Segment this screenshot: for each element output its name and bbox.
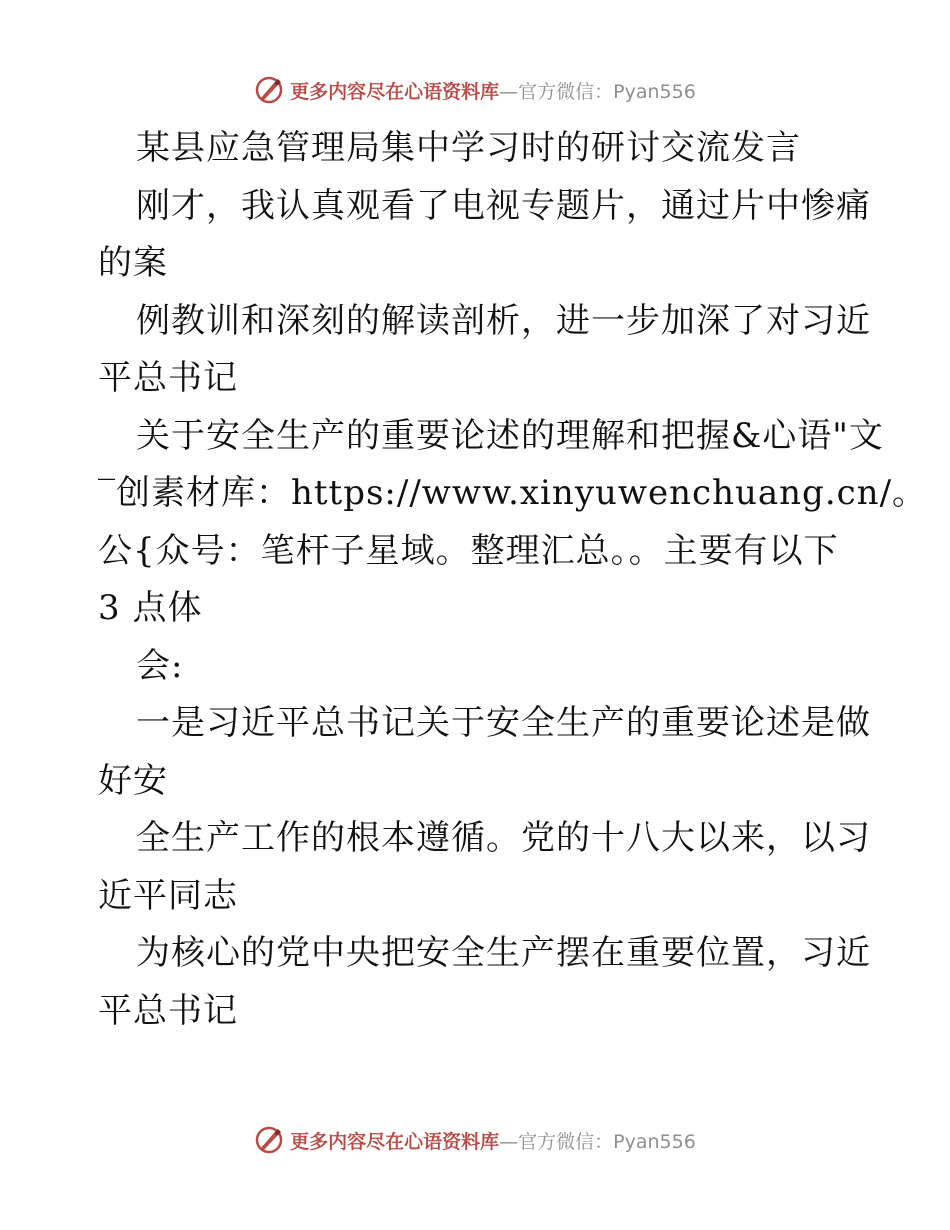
watermark-wechat-text: 官方微信：Pyan556 (518, 80, 696, 103)
body-line: 平总书记 (98, 990, 238, 1031)
pen-logo-icon (254, 1125, 284, 1155)
watermark-main-text: 更多内容尽在心语资料库 (290, 80, 500, 103)
body-line: 某县应急管理局集中学习时的研讨交流发言 (136, 128, 801, 168)
body-line: 3 点体 (98, 588, 203, 628)
body-line: 为核心的党中央把安全生产摆在重要位置，习近 (136, 933, 871, 973)
watermark-separator: — (499, 80, 519, 103)
pen-logo-icon (254, 75, 284, 105)
watermark-wechat-text: 官方微信：Pyan556 (518, 1130, 696, 1153)
watermark-separator: — (499, 1130, 519, 1153)
watermark-main-text: 更多内容尽在心语资料库 (290, 1130, 500, 1153)
document-body (98, 120, 928, 1040)
footer-watermark (0, 1120, 950, 1160)
body-line: 的案 (98, 243, 168, 283)
body-line: ‾创素材库：https://www.xinyuwenchuang.cn/。 (98, 473, 928, 513)
body-line: 会: (136, 645, 184, 686)
body-line: 好安 (98, 760, 168, 801)
body-line: 近平同志 (98, 875, 238, 916)
body-line: 例教训和深刻的解读剖析，进一步加深了对习近 (136, 300, 871, 341)
body-line: 公{众号：笔杆子星域。整理汇总。。主要有以下 (98, 530, 839, 571)
header-watermark (0, 70, 950, 110)
body-line: 平总书记 (98, 358, 238, 398)
body-line: 关于安全生产的重要论述的理解和把握&心语"文 (136, 415, 884, 456)
body-line: 全生产工作的根本遵循。党的十八大以来，以习 (136, 818, 871, 858)
body-line: 一是习近平总书记关于安全生产的重要论述是做 (136, 703, 871, 743)
body-line: 刚才，我认真观看了电视专题片，通过片中惨痛 (136, 185, 871, 226)
